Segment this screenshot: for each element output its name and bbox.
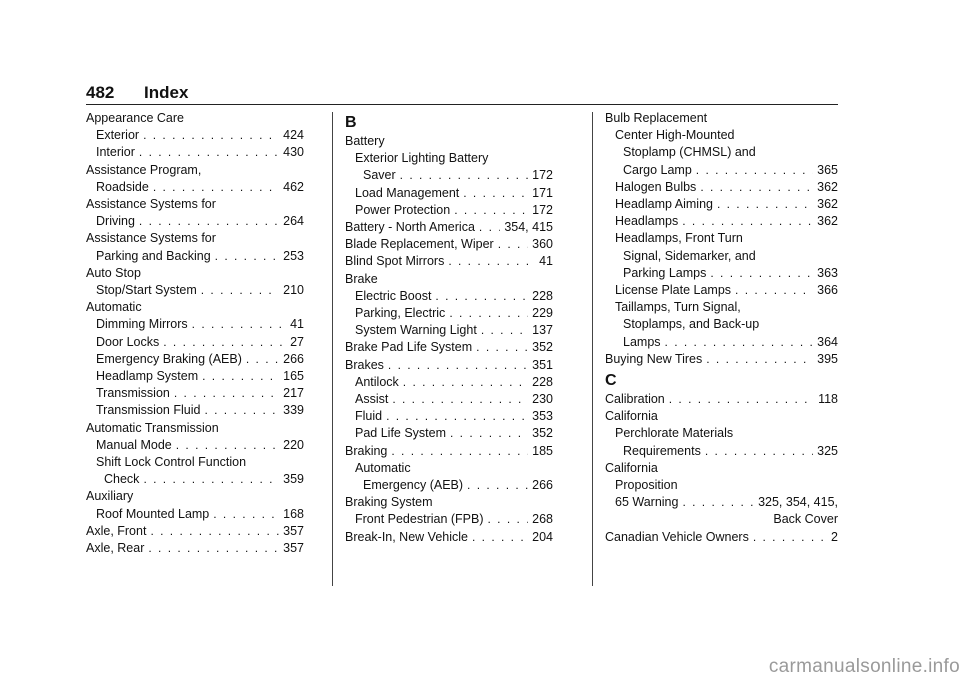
entry-term: Roof Mounted Lamp	[96, 506, 210, 521]
index-entry	[345, 339, 553, 356]
dot-leader	[246, 351, 279, 368]
entry-term: 65 Warning	[615, 495, 679, 510]
entry-term: Assist	[355, 392, 389, 407]
entry-term: Buying New Tires	[605, 351, 703, 366]
entry-term: Battery - North America	[345, 220, 475, 235]
entry-term: California	[605, 409, 658, 424]
dot-leader	[454, 202, 528, 219]
entry-term: Door Locks	[96, 334, 160, 349]
index-entry	[345, 322, 553, 339]
index-entry	[86, 196, 304, 213]
entry-term: Stop/Start System	[96, 283, 197, 298]
index-entry	[605, 351, 838, 368]
index-entry	[345, 167, 553, 184]
entry-page: 362	[817, 179, 838, 194]
entry-page: 357	[283, 523, 304, 538]
dot-leader	[388, 357, 528, 374]
index-entry	[86, 282, 304, 299]
entry-term: Saver	[363, 168, 396, 183]
entry-term: Calibration	[605, 392, 665, 407]
index-entry	[605, 196, 838, 213]
entry-page: 172	[532, 168, 553, 183]
entry-page: 204	[532, 529, 553, 544]
index-entry	[345, 391, 553, 408]
entry-term: Brake	[345, 271, 378, 286]
entry-term: Assistance Program,	[86, 162, 202, 177]
dot-leader	[706, 351, 813, 368]
entry-page: 165	[283, 369, 304, 384]
entry-term: Proposition	[615, 478, 678, 493]
entry-page: 41	[539, 254, 553, 269]
entry-term: Canadian Vehicle Owners	[605, 529, 749, 544]
entry-term: Taillamps, Turn Signal,	[615, 300, 741, 315]
index-entry	[86, 402, 304, 419]
dot-leader	[139, 144, 279, 161]
entry-term: Electric Boost	[355, 288, 432, 303]
index-entry	[345, 477, 553, 494]
dot-leader	[391, 443, 528, 460]
dot-leader	[476, 339, 528, 356]
dot-leader	[488, 511, 529, 528]
index-entry	[605, 213, 838, 230]
index-entry	[86, 230, 304, 247]
page-title: Index	[144, 83, 189, 102]
entry-term: Axle, Rear	[86, 541, 145, 556]
index-entry	[605, 230, 838, 247]
header-rule	[86, 104, 838, 105]
index-entry	[86, 420, 304, 437]
dot-leader	[665, 334, 814, 351]
entry-page: 41	[290, 317, 304, 332]
index-entry	[86, 110, 304, 127]
index-entry	[345, 219, 553, 236]
entry-term: Headlamp Aiming	[615, 197, 713, 212]
entry-term: Load Management	[355, 185, 460, 200]
entry-term: Signal, Sidemarker, and	[623, 248, 756, 263]
entry-term: Cargo Lamp	[623, 162, 692, 177]
index-entry	[605, 408, 838, 425]
index-entry	[345, 150, 553, 167]
index-entry	[86, 213, 304, 230]
index-entry	[86, 506, 304, 523]
dot-leader	[448, 253, 535, 270]
entry-page: 353	[532, 409, 553, 424]
entry-term: Exterior	[96, 128, 140, 143]
index-entry	[605, 127, 838, 144]
index-entry	[345, 271, 553, 288]
dot-leader	[449, 305, 528, 322]
entry-term: Lamps	[623, 334, 661, 349]
dot-leader	[682, 213, 813, 230]
entry-page: 171	[532, 185, 553, 200]
dot-leader	[700, 179, 813, 196]
entry-page: 430	[283, 145, 304, 160]
entry-page: 365	[817, 162, 838, 177]
entry-term: Check	[104, 472, 140, 487]
index-entry	[605, 391, 838, 408]
dot-leader	[192, 316, 286, 333]
entry-term: California	[605, 460, 658, 475]
dot-leader	[201, 282, 279, 299]
index-entry	[345, 374, 553, 391]
dot-leader	[150, 523, 279, 540]
entry-term: Stoplamp (CHMSL) and	[623, 145, 756, 160]
index-entry	[605, 144, 838, 161]
entry-term: Automatic	[86, 300, 142, 315]
dot-leader	[174, 385, 279, 402]
index-entry	[86, 471, 304, 488]
dot-leader	[400, 167, 528, 184]
entry-term: Headlamps	[615, 214, 679, 229]
dot-leader	[463, 185, 528, 202]
index-entry	[605, 316, 838, 333]
entry-term: Emergency (AEB)	[363, 478, 464, 493]
index-entry	[86, 299, 304, 316]
entry-term: Assistance Systems for	[86, 231, 216, 246]
index-entry	[86, 385, 304, 402]
dot-leader	[435, 288, 528, 305]
entry-term: Assistance Systems for	[86, 197, 216, 212]
dot-leader	[467, 477, 528, 494]
entry-term: Parking, Electric	[355, 306, 446, 321]
entry-term: Back Cover	[773, 512, 838, 527]
index-entry	[605, 162, 838, 179]
dot-leader	[139, 213, 279, 230]
entry-page: 185	[532, 443, 553, 458]
entry-term: Antilock	[355, 374, 399, 389]
dot-leader	[176, 437, 279, 454]
index-entry	[86, 368, 304, 385]
dot-leader	[735, 282, 813, 299]
entry-page: 339	[283, 403, 304, 418]
dot-leader	[450, 425, 528, 442]
dot-leader	[403, 374, 528, 391]
entry-page: 462	[283, 179, 304, 194]
entry-page: 268	[532, 512, 553, 527]
index-entry	[86, 334, 304, 351]
entry-page: 366	[817, 283, 838, 298]
index-entry	[86, 488, 304, 505]
index-column-2	[345, 110, 553, 546]
index-entry	[345, 529, 553, 546]
entry-page: 424	[283, 128, 304, 143]
index-entry	[345, 133, 553, 150]
entry-term: License Plate Lamps	[615, 283, 732, 298]
index-entry	[605, 477, 838, 494]
entry-term: Driving	[96, 214, 135, 229]
entry-term: Automatic	[355, 460, 411, 475]
entry-term: Front Pedestrian (FPB)	[355, 512, 484, 527]
entry-term: Exterior Lighting Battery	[355, 151, 489, 166]
index-letter-heading: C	[605, 372, 617, 390]
index-entry	[605, 110, 838, 127]
entry-page: 220	[283, 437, 304, 452]
dot-leader	[710, 265, 813, 282]
dot-leader	[682, 494, 754, 511]
entry-term: Transmission Fluid	[96, 403, 201, 418]
index-entry	[345, 511, 553, 528]
entry-term: Brake Pad Life System	[345, 340, 473, 355]
entry-page: 360	[532, 237, 553, 252]
dot-leader	[498, 236, 528, 253]
index-entry	[345, 288, 553, 305]
entry-term: Emergency Braking (AEB)	[96, 351, 242, 366]
entry-term: Fluid	[355, 409, 383, 424]
index-entry	[86, 437, 304, 454]
entry-page: 395	[817, 351, 838, 366]
dot-leader	[163, 334, 286, 351]
index-entry	[605, 299, 838, 316]
entry-term: Pad Life System	[355, 426, 447, 441]
entry-term: Dimming Mirrors	[96, 317, 188, 332]
index-entry	[605, 179, 838, 196]
index-entry	[86, 127, 304, 144]
index-entry	[86, 179, 304, 196]
entry-page: 168	[283, 506, 304, 521]
index-entry	[345, 202, 553, 219]
entry-term: Headlamps, Front Turn	[615, 231, 743, 246]
index-entry	[605, 494, 838, 511]
entry-page: 325	[817, 443, 838, 458]
entry-term: Automatic Transmission	[86, 420, 219, 435]
entry-term: Appearance Care	[86, 111, 184, 125]
index-entry	[345, 236, 553, 253]
entry-page: 362	[817, 214, 838, 229]
index-entry	[605, 334, 838, 351]
entry-term: Shift Lock Control Function	[96, 455, 247, 470]
entry-term: Brakes	[345, 357, 384, 372]
dot-leader	[717, 196, 813, 213]
index-entry	[345, 443, 553, 460]
dot-leader	[215, 248, 279, 265]
entry-page: 359	[283, 472, 304, 487]
index-entry	[86, 144, 304, 161]
index-entry	[86, 162, 304, 179]
entry-page: 363	[817, 265, 838, 280]
entry-term: Break-In, New Vehicle	[345, 529, 468, 544]
entry-term: Parking and Backing	[96, 248, 211, 263]
entry-page: 230	[532, 392, 553, 407]
entry-page: 352	[532, 340, 553, 355]
entry-term: Transmission	[96, 386, 170, 401]
entry-term: Center High-Mounted	[615, 128, 735, 143]
entry-term: Power Protection	[355, 202, 451, 217]
dot-leader	[143, 127, 279, 144]
entry-term: Requirements	[623, 443, 701, 458]
dot-leader	[472, 529, 528, 546]
dot-leader	[392, 391, 528, 408]
entry-page: 27	[290, 334, 304, 349]
dot-leader	[479, 219, 500, 236]
column-divider	[592, 112, 593, 586]
index-entry	[86, 540, 304, 557]
entry-term: Battery	[345, 134, 385, 148]
entry-page: 364	[817, 334, 838, 349]
dot-leader	[148, 540, 279, 557]
entry-page: 325, 354, 415,	[758, 495, 838, 510]
entry-term: Auxiliary	[86, 489, 134, 504]
entry-page: 229	[532, 306, 553, 321]
dot-leader	[753, 529, 827, 546]
entry-page: 352	[532, 426, 553, 441]
index-entry	[605, 265, 838, 282]
index-entry	[345, 460, 553, 477]
index-entry	[605, 443, 838, 460]
index-entry	[86, 523, 304, 540]
entry-term: Interior	[96, 145, 135, 160]
entry-term: Braking System	[345, 495, 433, 510]
index-entry	[605, 282, 838, 299]
index-entry	[605, 511, 838, 528]
entry-term: Halogen Bulbs	[615, 179, 697, 194]
index-entry	[86, 316, 304, 333]
entry-page: 253	[283, 248, 304, 263]
entry-term: Manual Mode	[96, 437, 172, 452]
watermark: carmanualsonline.info	[768, 656, 960, 677]
entry-term: Auto Stop	[86, 265, 141, 280]
entry-page: 118	[818, 392, 838, 407]
entry-term: System Warning Light	[355, 323, 477, 338]
entry-page: 228	[532, 374, 553, 389]
entry-term: Braking	[345, 443, 388, 458]
index-entry	[345, 425, 553, 442]
index-entry	[345, 494, 553, 511]
dot-leader	[204, 402, 279, 419]
dot-leader	[669, 391, 814, 408]
entry-term: Roadside	[96, 179, 149, 194]
index-entry	[605, 425, 838, 442]
entry-page: 264	[283, 214, 304, 229]
entry-page: 351	[532, 357, 553, 372]
dot-leader	[696, 162, 813, 179]
column-divider	[332, 112, 333, 586]
entry-page: 217	[283, 386, 304, 401]
index-entry	[345, 253, 553, 270]
page-header	[86, 83, 838, 105]
entry-page: 137	[532, 323, 553, 338]
entry-page: 266	[283, 351, 304, 366]
dot-leader	[202, 368, 279, 385]
entry-page: 172	[532, 202, 553, 217]
index-column-1	[86, 110, 304, 557]
page-number: 482	[86, 83, 115, 102]
entry-page: 266	[532, 478, 553, 493]
dot-leader	[705, 443, 813, 460]
dot-leader	[213, 506, 279, 523]
index-letter-heading: B	[345, 114, 357, 131]
index-entry	[86, 248, 304, 265]
entry-page: 228	[532, 288, 553, 303]
index-entry	[86, 454, 304, 471]
entry-term: Axle, Front	[86, 523, 147, 538]
index-entry	[345, 305, 553, 322]
entry-term: Blind Spot Mirrors	[345, 254, 445, 269]
dot-leader	[481, 322, 528, 339]
dot-leader	[153, 179, 279, 196]
index-entry	[345, 408, 553, 425]
entry-page: 210	[283, 283, 304, 298]
entry-term: Headlamp System	[96, 369, 199, 384]
entry-term: Parking Lamps	[623, 265, 707, 280]
index-entry	[605, 248, 838, 265]
entry-term: Perchlorate Materials	[615, 426, 734, 441]
entry-page: 354, 415	[504, 220, 553, 235]
index-entry	[86, 351, 304, 368]
entry-page: 362	[817, 197, 838, 212]
entry-page: 2	[831, 529, 838, 544]
entry-term: Blade Replacement, Wiper	[345, 237, 494, 252]
index-entry	[605, 529, 838, 546]
index-column-3	[605, 110, 838, 546]
index-entry	[345, 185, 553, 202]
entry-term: Stoplamps, and Back-up	[623, 317, 760, 332]
entry-term: Bulb Replacement	[605, 111, 708, 125]
index-entry	[605, 460, 838, 477]
dot-leader	[386, 408, 528, 425]
entry-page: 357	[283, 541, 304, 556]
index-entry	[345, 357, 553, 374]
dot-leader	[143, 471, 279, 488]
index-entry	[86, 265, 304, 282]
